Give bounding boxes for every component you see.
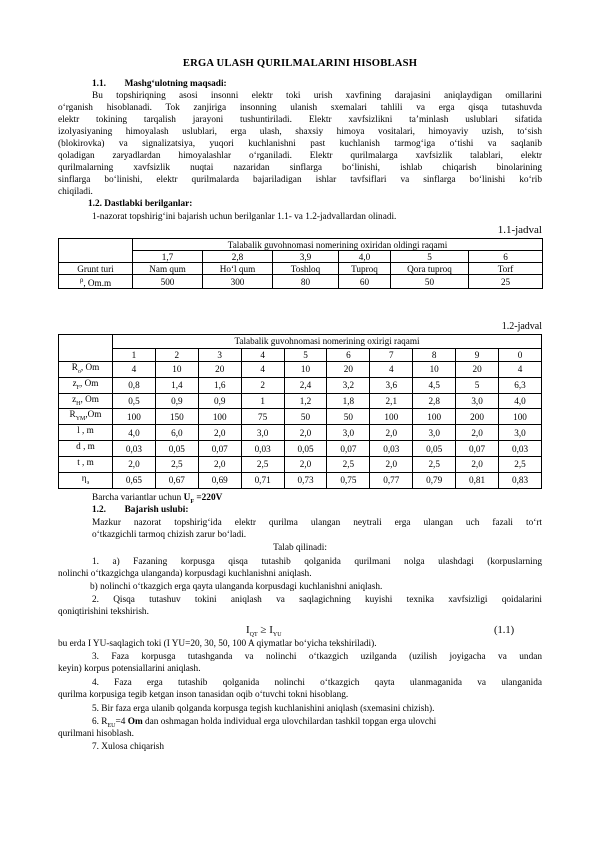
table-row xyxy=(59,472,542,488)
value-cell: 0,77 xyxy=(370,472,413,488)
param-unit: , Om xyxy=(80,377,99,388)
section-number: 1.2. xyxy=(92,505,106,515)
row-label: Grunt turi xyxy=(59,263,133,275)
item-6-sub: EU xyxy=(107,722,116,729)
value-cell: 200 xyxy=(456,409,499,425)
row-label xyxy=(59,377,113,393)
rho-cell: 300 xyxy=(203,275,273,289)
section-title: Bajarish uslubi: xyxy=(124,505,189,515)
value-cell: 10 xyxy=(155,362,198,378)
para1-line: Bu topshiriqning asosi insonni elektr toki urish xavfining darajasini aniqlaydigan omillarini xyxy=(92,91,542,101)
value-cell: 2,0 xyxy=(456,425,499,441)
soil-cell: Toshloq xyxy=(273,263,339,275)
value-cell: 4,5 xyxy=(413,377,456,393)
value-cell: 2,5 xyxy=(241,456,284,472)
value-cell: 0,67 xyxy=(155,472,198,488)
soil-cell: Tuproq xyxy=(339,263,391,275)
value-cell: 0,83 xyxy=(499,472,542,488)
param-symbol: z xyxy=(72,393,77,404)
param-symbol: η xyxy=(81,472,87,483)
empty-cell xyxy=(59,335,113,362)
value-cell: 0,69 xyxy=(198,472,241,488)
row-label xyxy=(59,425,113,441)
value-cell: 0,07 xyxy=(327,441,370,457)
rho-cell: 60 xyxy=(339,275,391,289)
value-cell: 6,3 xyxy=(499,377,542,393)
item-1a-line: 1. a) Fazaning korpusga qisqa tutashib qolganida qurilmani nolga ulashdagi (korpuslarning xyxy=(92,557,542,567)
value-cell: 100 xyxy=(113,409,156,425)
value-cell: 20 xyxy=(327,362,370,378)
value-cell: 2,0 xyxy=(198,456,241,472)
formula-sub: YU xyxy=(272,632,282,639)
value-cell: 2,5 xyxy=(499,456,542,472)
value-cell: 3,0 xyxy=(456,393,499,409)
para1-line: izolyasiyaning himoyalash uslublari, erga ulash, shaxsiy himoya vositalari, himoyaviy uzish, to‘sish xyxy=(58,127,542,137)
param-unit: , m xyxy=(79,456,94,467)
table-row xyxy=(59,425,542,441)
value-cell: 100 xyxy=(198,409,241,425)
value-cell: 0,03 xyxy=(113,441,156,457)
value-cell: 75 xyxy=(241,409,284,425)
formula-number: (1.1) xyxy=(494,625,515,636)
param-subscript: э xyxy=(86,479,90,486)
param-unit: ,Om xyxy=(85,409,102,420)
value-cell: 1,2 xyxy=(284,393,327,409)
value-cell: 0,79 xyxy=(413,472,456,488)
digit-cell: 5 xyxy=(284,348,327,362)
item-6-line2: qurilmani hisoblash. xyxy=(58,729,134,739)
value-cell: 100 xyxy=(413,409,456,425)
value-cell: 2,0 xyxy=(198,425,241,441)
value-cell: 1,6 xyxy=(198,377,241,393)
value-cell: 2,5 xyxy=(155,456,198,472)
param-subscript: F xyxy=(76,384,81,391)
table-row xyxy=(59,409,542,425)
digit-cell: 6 xyxy=(327,348,370,362)
soil-cell: Qora tuproq xyxy=(391,263,469,275)
value-cell: 1,8 xyxy=(327,393,370,409)
rho-cell: 80 xyxy=(273,275,339,289)
value-cell: 0,9 xyxy=(155,393,198,409)
table-row xyxy=(59,441,542,457)
value-cell: 0,07 xyxy=(456,441,499,457)
rho-cell: 25 xyxy=(469,275,543,289)
digit-cell: 0 xyxy=(499,348,542,362)
value-cell: 0,5 xyxy=(113,393,156,409)
value-cell: 2,0 xyxy=(370,425,413,441)
formula-symbol: I xyxy=(246,624,250,636)
para1-line: qoladigan zaryadlardan himoyalashlar o‘rganiladi. Elektr qurilmalarga xavfsizlik talablari, elektr xyxy=(58,151,542,161)
row-label xyxy=(59,409,113,425)
param-symbol: d xyxy=(76,441,81,452)
variant-note-text: Barcha variantlar uchun xyxy=(92,493,182,503)
para1-line: o‘rganish hisoblanadi. Tok zanjiriga insonning ulanish sxemalari tahlili va erga qisqa tutashuvda xyxy=(58,103,542,113)
param-symbol: l xyxy=(77,425,80,436)
section-title: Mashg‘ulotning maqsadi: xyxy=(124,79,227,89)
item-1b: b) nolinchi o‘tkazgich erga qayta ulanganda korpusdagi kuchlanishni aniqlash. xyxy=(90,582,383,592)
number-cell: 4,0 xyxy=(339,251,391,263)
param-unit: , Om xyxy=(80,393,99,404)
digit-cell: 2 xyxy=(155,348,198,362)
section-number: 1.1. xyxy=(92,79,106,89)
item-4-line: 4. Faza erga tutashib qolganida nolinchi o‘tkazgich qayta ulanmaganida va ulanganida xyxy=(92,678,542,688)
table1-header: Talabalik guvohnomasi nomerining oxiridan oldingi raqami xyxy=(133,239,543,251)
value-cell: 3,2 xyxy=(327,377,370,393)
variant-symbol: U xyxy=(183,493,191,503)
value-cell: 0,05 xyxy=(413,441,456,457)
value-cell: 2 xyxy=(241,377,284,393)
number-cell: 1,7 xyxy=(133,251,203,263)
item-2-line: qoniqtirishini tekshirish. xyxy=(58,607,149,617)
value-cell: 50 xyxy=(327,409,370,425)
param-unit: , Om xyxy=(80,362,100,372)
value-cell: 10 xyxy=(284,362,327,378)
value-cell: 0,07 xyxy=(198,441,241,457)
value-cell: 0,9 xyxy=(198,393,241,409)
value-cell: 2,0 xyxy=(284,456,327,472)
table2-caption: 1.2-jadval xyxy=(501,321,542,332)
soil-cell: Nam qum xyxy=(133,263,203,275)
item-4-line: qurilma korpusiga tegib ketgan inson tanasidan oqib o‘tuvchi tokni hisoblang. xyxy=(58,690,349,700)
section-1-2-heading: 1.2. Dastlabki berilganlar: xyxy=(88,199,193,209)
item-3-line: 3. Faza korpusga tutashganda va nolinchi o‘tkazgich uzilganda (uzilish joyigacha va undan xyxy=(92,652,542,662)
row-label xyxy=(59,472,113,488)
value-cell: 4,0 xyxy=(113,425,156,441)
row-label xyxy=(59,456,113,472)
value-cell: 0,73 xyxy=(284,472,327,488)
value-cell: 50 xyxy=(284,409,327,425)
value-cell: 3,0 xyxy=(327,425,370,441)
value-cell: 2,0 xyxy=(113,456,156,472)
row-label xyxy=(59,362,113,378)
value-cell: 0,75 xyxy=(327,472,370,488)
value-cell: 2,5 xyxy=(413,456,456,472)
empty-cell xyxy=(59,239,133,263)
table-row xyxy=(59,377,542,393)
value-cell: 3,0 xyxy=(241,425,284,441)
digit-cell: 9 xyxy=(456,348,499,362)
method-line: Mazkur nazorat topshirig‘ida elektr qurilma ulangan neytrali erga ulangan uch fazali to‘rt xyxy=(92,518,542,528)
item-2-line: 2. Qisqa tutashuv tokini aniqlash va saqlagichning kuyishi texnika xavfsizligi qoidalarini xyxy=(92,595,542,605)
value-cell: 5 xyxy=(456,377,499,393)
value-cell: 4 xyxy=(370,362,413,378)
item-6-unit: Om xyxy=(127,717,143,727)
param-unit: , m xyxy=(79,425,94,436)
table-row xyxy=(59,263,543,275)
value-cell: 100 xyxy=(499,409,542,425)
item-7: 7. Xulosa chiqarish xyxy=(92,742,165,752)
value-cell: 4,0 xyxy=(499,393,542,409)
param-subscript: o xyxy=(77,368,81,375)
table-1-2 xyxy=(58,334,542,489)
para1-line: chiqiladi. xyxy=(58,187,93,197)
param-symbol: R xyxy=(69,409,76,420)
soil-cell: Torf xyxy=(469,263,543,275)
digit-cell: 1 xyxy=(113,348,156,362)
variant-subscript: F xyxy=(190,498,195,505)
required-heading: Talab qilinadi: xyxy=(273,543,327,553)
item-3-line: keyin) korpus potensiallarini aniqlash. xyxy=(58,664,201,674)
value-cell: 3,6 xyxy=(370,377,413,393)
table-row xyxy=(59,456,542,472)
formula-mid: ≥ I xyxy=(257,624,273,636)
param-subscript: YM xyxy=(75,416,86,423)
value-cell: 3,0 xyxy=(499,425,542,441)
formula-sub: QT xyxy=(249,632,258,639)
section-1-2-text: 1-nazorat topshirig‘ini bajarish uchun berilganlar 1.1- va 1.2-jadvallardan olinadi. xyxy=(92,212,397,222)
item-6-pre: 6. R xyxy=(92,717,108,727)
para1-line: (blokirovka) va signalizatsiya, yuqori kuchlanishni past kuchlanish tarmog‘iga o‘tishi va saqlanib xyxy=(58,139,542,149)
rho-symbol: ρ xyxy=(79,276,84,284)
value-cell: 10 xyxy=(413,362,456,378)
para1-line: sinflarga bo‘linishi, elektr qurilmalarda bajariladigan ishlar tavfsiflari va sinflarga bo‘linishi ko‘rib xyxy=(58,175,542,185)
value-cell: 0,81 xyxy=(456,472,499,488)
section-1-1-heading xyxy=(92,79,542,90)
number-cell: 3,9 xyxy=(273,251,339,263)
number-cell: 6 xyxy=(469,251,543,263)
row-label xyxy=(59,441,113,457)
value-cell: 2,0 xyxy=(370,456,413,472)
value-cell: 0,65 xyxy=(113,472,156,488)
table-row xyxy=(59,348,542,362)
value-cell: 0,8 xyxy=(113,377,156,393)
value-cell: 6,0 xyxy=(155,425,198,441)
value-cell: 20 xyxy=(456,362,499,378)
value-cell: 4 xyxy=(241,362,284,378)
table-row xyxy=(59,275,543,289)
table-row xyxy=(59,393,542,409)
value-cell: 0,03 xyxy=(499,441,542,457)
value-cell: 3,0 xyxy=(413,425,456,441)
digit-cell: 7 xyxy=(370,348,413,362)
value-cell: 0,05 xyxy=(284,441,327,457)
table2-header: Talabalik guvohnomasi nomerining oxirigi raqami xyxy=(113,335,542,349)
value-cell: 2,0 xyxy=(456,456,499,472)
table1-caption: 1.1-jadval xyxy=(497,224,542,236)
value-cell: 2,4 xyxy=(284,377,327,393)
digit-cell: 4 xyxy=(241,348,284,362)
item-1a-line: nolinchi o‘tkazgichga ulanganda) korpusdagi kuchlanishni aniqlash. xyxy=(58,569,312,579)
item-6-post: dan oshmagan holda individual erga ulovchilardan tashkil topgan erga ulovchi xyxy=(142,717,437,727)
rho-cell: 50 xyxy=(391,275,469,289)
method-line: o‘tkazgichli tarmoq chizish zarur bo‘ladi. xyxy=(92,530,247,540)
value-cell: 2,0 xyxy=(284,425,327,441)
row-label xyxy=(59,275,133,289)
digit-cell: 3 xyxy=(198,348,241,362)
param-unit: , m xyxy=(80,441,95,452)
value-cell: 2,5 xyxy=(327,456,370,472)
value-cell: 2,8 xyxy=(413,393,456,409)
table-1-1 xyxy=(58,238,543,289)
number-cell: 5 xyxy=(391,251,469,263)
para1-line: elektr tokining tarqalish jarayoni tushuntiriladi. Elektr xavfsizlikni ta’minlash uslublari sifatida xyxy=(58,115,542,125)
variant-value: =220V xyxy=(194,493,223,503)
number-cell: 2,8 xyxy=(203,251,273,263)
value-cell: 100 xyxy=(370,409,413,425)
value-cell: 4 xyxy=(499,362,542,378)
param-symbol: t xyxy=(77,456,80,467)
item-6-eq: =4 xyxy=(115,717,128,727)
value-cell: 0,03 xyxy=(370,441,413,457)
value-cell: 0,71 xyxy=(241,472,284,488)
rho-unit: , Om.m xyxy=(83,278,112,289)
row-label xyxy=(59,393,113,409)
digit-cell: 8 xyxy=(413,348,456,362)
value-cell: 150 xyxy=(155,409,198,425)
value-cell: 0,05 xyxy=(155,441,198,457)
value-cell: 4 xyxy=(113,362,156,378)
param-symbol: R xyxy=(71,362,78,372)
item-5: 5. Bir faza erga ulanib qolganda korpusga tegish kuchlanishini aniqlash (sxemasini chizish). xyxy=(92,704,435,714)
value-cell: 2,1 xyxy=(370,393,413,409)
value-cell: 1 xyxy=(241,393,284,409)
value-cell: 20 xyxy=(198,362,241,378)
soil-cell: Ho‘l qum xyxy=(203,263,273,275)
table-row xyxy=(59,362,542,378)
value-cell: 1,4 xyxy=(155,377,198,393)
formula-note: bu erda I YU-saqlagich toki (I YU=20, 30, 50, 100 A qiymatlar bo‘yicha tekshiriladi). xyxy=(58,639,377,649)
param-symbol: z xyxy=(72,377,77,388)
value-cell: 0,03 xyxy=(241,441,284,457)
para1-line: qurilmalarning xavfsizlik nuqtai nazaridan sinflarga bo‘linishi, ishlab chiqarish binolarining xyxy=(58,163,542,173)
param-subscript: H xyxy=(76,400,81,407)
rho-cell: 500 xyxy=(133,275,203,289)
page-title: ERGA ULASH QURILMALARINI HISOBLASH xyxy=(182,58,418,69)
section-1-2b-heading xyxy=(92,505,576,516)
